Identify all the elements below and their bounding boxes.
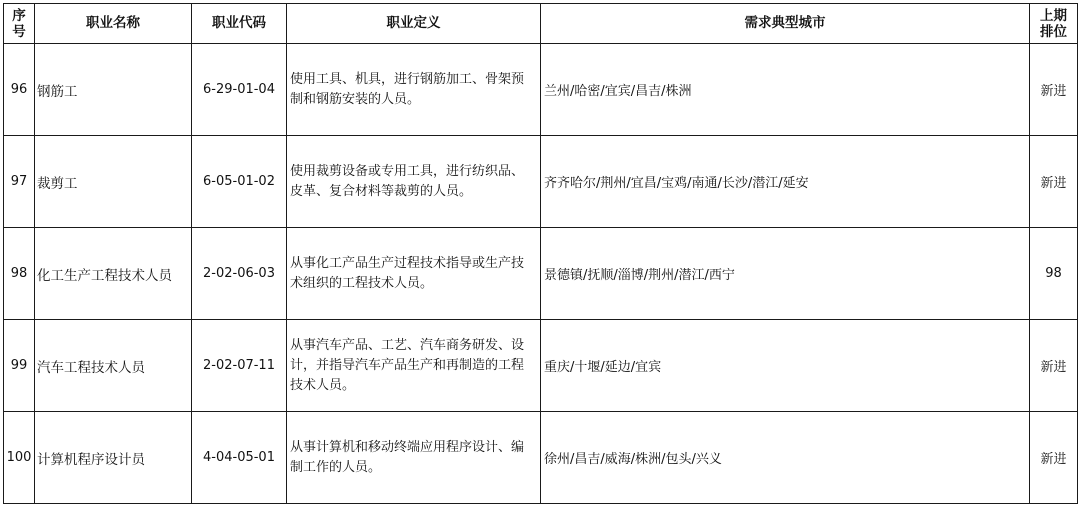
occupation-definition: 从事化工产品生产过程技术指导或生产技术组织的工程技术人员。 — [287, 228, 541, 320]
table-row — [4, 320, 1078, 412]
table-row — [4, 44, 1078, 136]
typical-cities: 徐州/昌吉/威海/株洲/包头/兴义 — [541, 412, 1030, 504]
occupation-definition: 从事汽车产品、工艺、汽车商务研发、设计，并指导汽车产品生产和再制造的工程技术人员。 — [287, 320, 541, 412]
occupation-table-container — [3, 3, 1078, 504]
previous-rank: 新进 — [1030, 412, 1078, 504]
header-name: 职业名称 — [35, 4, 192, 44]
occupation-code: 2-02-06-03 — [192, 228, 287, 320]
header-code: 职业代码 — [192, 4, 287, 44]
header-seq — [4, 4, 35, 44]
row-number: 100 — [4, 412, 35, 504]
header-seq-top: 序 — [12, 7, 26, 24]
header-seq-bottom: 号 — [12, 23, 26, 40]
table-row — [4, 412, 1078, 504]
occupation-code: 6-05-01-02 — [192, 136, 287, 228]
header-prev-rank — [1030, 4, 1078, 44]
row-number: 99 — [4, 320, 35, 412]
occupation-definition: 使用裁剪设备或专用工具，进行纺织品、皮革、复合材料等裁剪的人员。 — [287, 136, 541, 228]
occupation-name: 钢筋工 — [35, 44, 192, 136]
row-number: 96 — [4, 44, 35, 136]
occupation-code: 6-29-01-04 — [192, 44, 287, 136]
previous-rank: 98 — [1030, 228, 1078, 320]
occupation-name: 裁剪工 — [35, 136, 192, 228]
occupation-code: 2-02-07-11 — [192, 320, 287, 412]
typical-cities: 重庆/十堰/延边/宜宾 — [541, 320, 1030, 412]
row-number: 97 — [4, 136, 35, 228]
typical-cities: 景德镇/抚顺/淄博/荆州/潜江/西宁 — [541, 228, 1030, 320]
header-cities: 需求典型城市 — [541, 4, 1030, 44]
occupation-name: 汽车工程技术人员 — [35, 320, 192, 412]
occupation-code: 4-04-05-01 — [192, 412, 287, 504]
occupation-demand-table — [3, 3, 1078, 504]
occupation-name: 计算机程序设计员 — [35, 412, 192, 504]
occupation-name: 化工生产工程技术人员 — [35, 228, 192, 320]
header-definition: 职业定义 — [287, 4, 541, 44]
previous-rank: 新进 — [1030, 44, 1078, 136]
table-header-row — [4, 4, 1078, 44]
previous-rank: 新进 — [1030, 320, 1078, 412]
header-prev-bottom: 排位 — [1040, 23, 1067, 40]
occupation-definition: 从事计算机和移动终端应用程序设计、编制工作的人员。 — [287, 412, 541, 504]
table-row — [4, 136, 1078, 228]
typical-cities: 兰州/哈密/宜宾/昌吉/株洲 — [541, 44, 1030, 136]
table-row — [4, 228, 1078, 320]
previous-rank: 新进 — [1030, 136, 1078, 228]
header-prev-top: 上期 — [1040, 7, 1067, 24]
row-number: 98 — [4, 228, 35, 320]
occupation-definition: 使用工具、机具，进行钢筋加工、骨架预制和钢筋安装的人员。 — [287, 44, 541, 136]
typical-cities: 齐齐哈尔/荆州/宜昌/宝鸡/南通/长沙/潜江/延安 — [541, 136, 1030, 228]
